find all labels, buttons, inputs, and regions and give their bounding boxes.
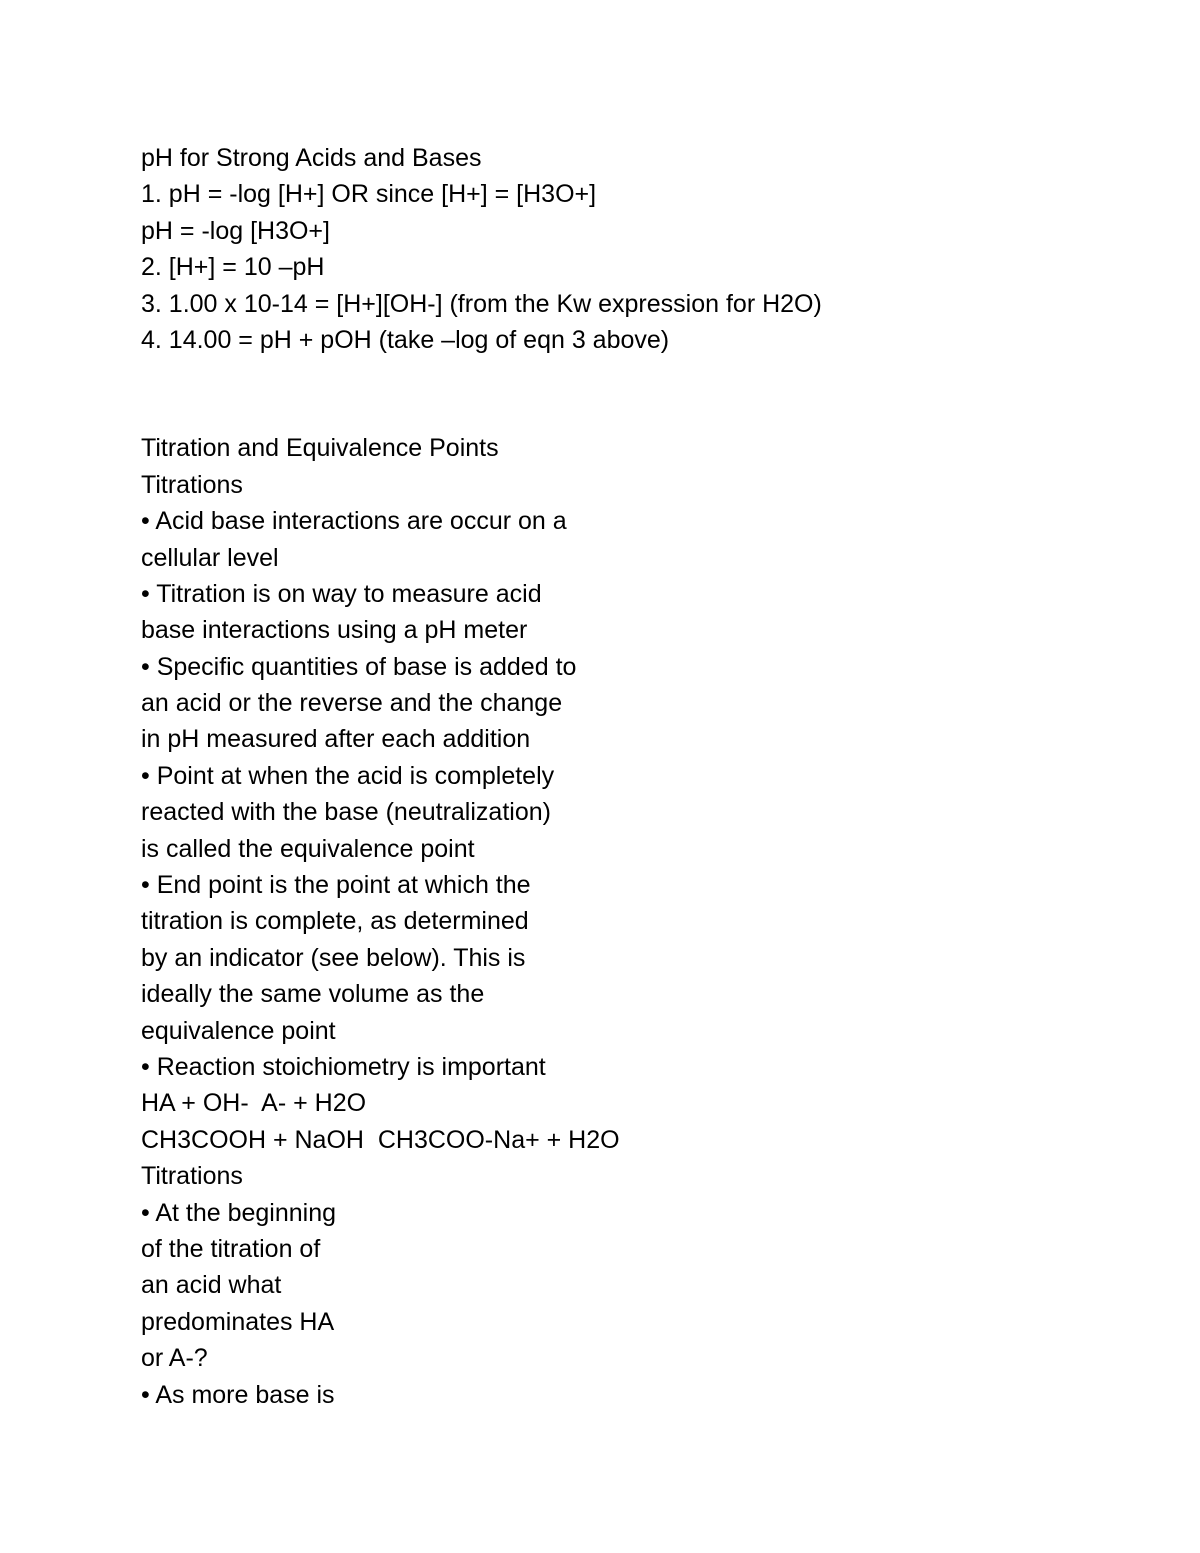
- text-line: ideally the same volume as the: [141, 980, 485, 1009]
- text-line: • Acid base interactions are occur on a: [141, 507, 567, 536]
- equation-line: 3. 1.00 x 10-14 = [H+][OH-] (from the Kw expression for H2O): [141, 289, 822, 318]
- text-line: • At the beginning: [141, 1198, 337, 1227]
- subheading-titrations: Titrations: [141, 1162, 243, 1191]
- equation-line: 2. [H+] = 10 –pH: [141, 253, 325, 282]
- text-line: or A-?: [141, 1344, 208, 1373]
- section-spacer: [141, 358, 1121, 430]
- text-line: cellular level: [141, 543, 279, 572]
- text-line: • Specific quantities of base is added to: [141, 652, 577, 681]
- text-line: an acid what: [141, 1271, 282, 1300]
- text-line: • As more base is: [141, 1380, 335, 1409]
- section-heading-strong-acids-bases: pH for Strong Acids and Bases: [141, 144, 482, 172]
- equation-line: 1. pH = -log [H+] OR since [H+] = [H3O+]: [141, 180, 597, 209]
- text-line: is called the equivalence point: [141, 834, 475, 863]
- equation-line: 4. 14.00 = pH + pOH (take –log of eqn 3 above): [141, 325, 670, 354]
- text-line: in pH measured after each addition: [141, 725, 531, 754]
- text-line: equivalence point: [141, 1016, 336, 1045]
- text-line: reacted with the base (neutralization): [141, 798, 551, 827]
- text-line: an acid or the reverse and the change: [141, 689, 563, 718]
- reaction-equation: HA + OH- A- + H2O: [141, 1089, 367, 1118]
- text-line: • Reaction stoichiometry is important: [141, 1052, 546, 1081]
- text-line: by an indicator (see below). This is: [141, 943, 526, 972]
- text-line: base interactions using a pH meter: [141, 616, 528, 645]
- subheading-titrations: Titrations: [141, 470, 243, 499]
- document-body: [141, 140, 1121, 1413]
- equation-line: pH = -log [H3O+]: [141, 216, 330, 245]
- text-line: titration is complete, as determined: [141, 907, 529, 936]
- text-line: predominates HA: [141, 1307, 335, 1336]
- text-line: • End point is the point at which the: [141, 871, 531, 900]
- text-line: • Titration is on way to measure acid: [141, 579, 542, 608]
- text-line: • Point at when the acid is completely: [141, 761, 555, 790]
- reaction-equation: CH3COOH + NaOH CH3COO-Na+ + H2O: [141, 1125, 620, 1154]
- text-line: of the titration of: [141, 1234, 321, 1263]
- section-heading-titration: Titration and Equivalence Points: [141, 434, 499, 463]
